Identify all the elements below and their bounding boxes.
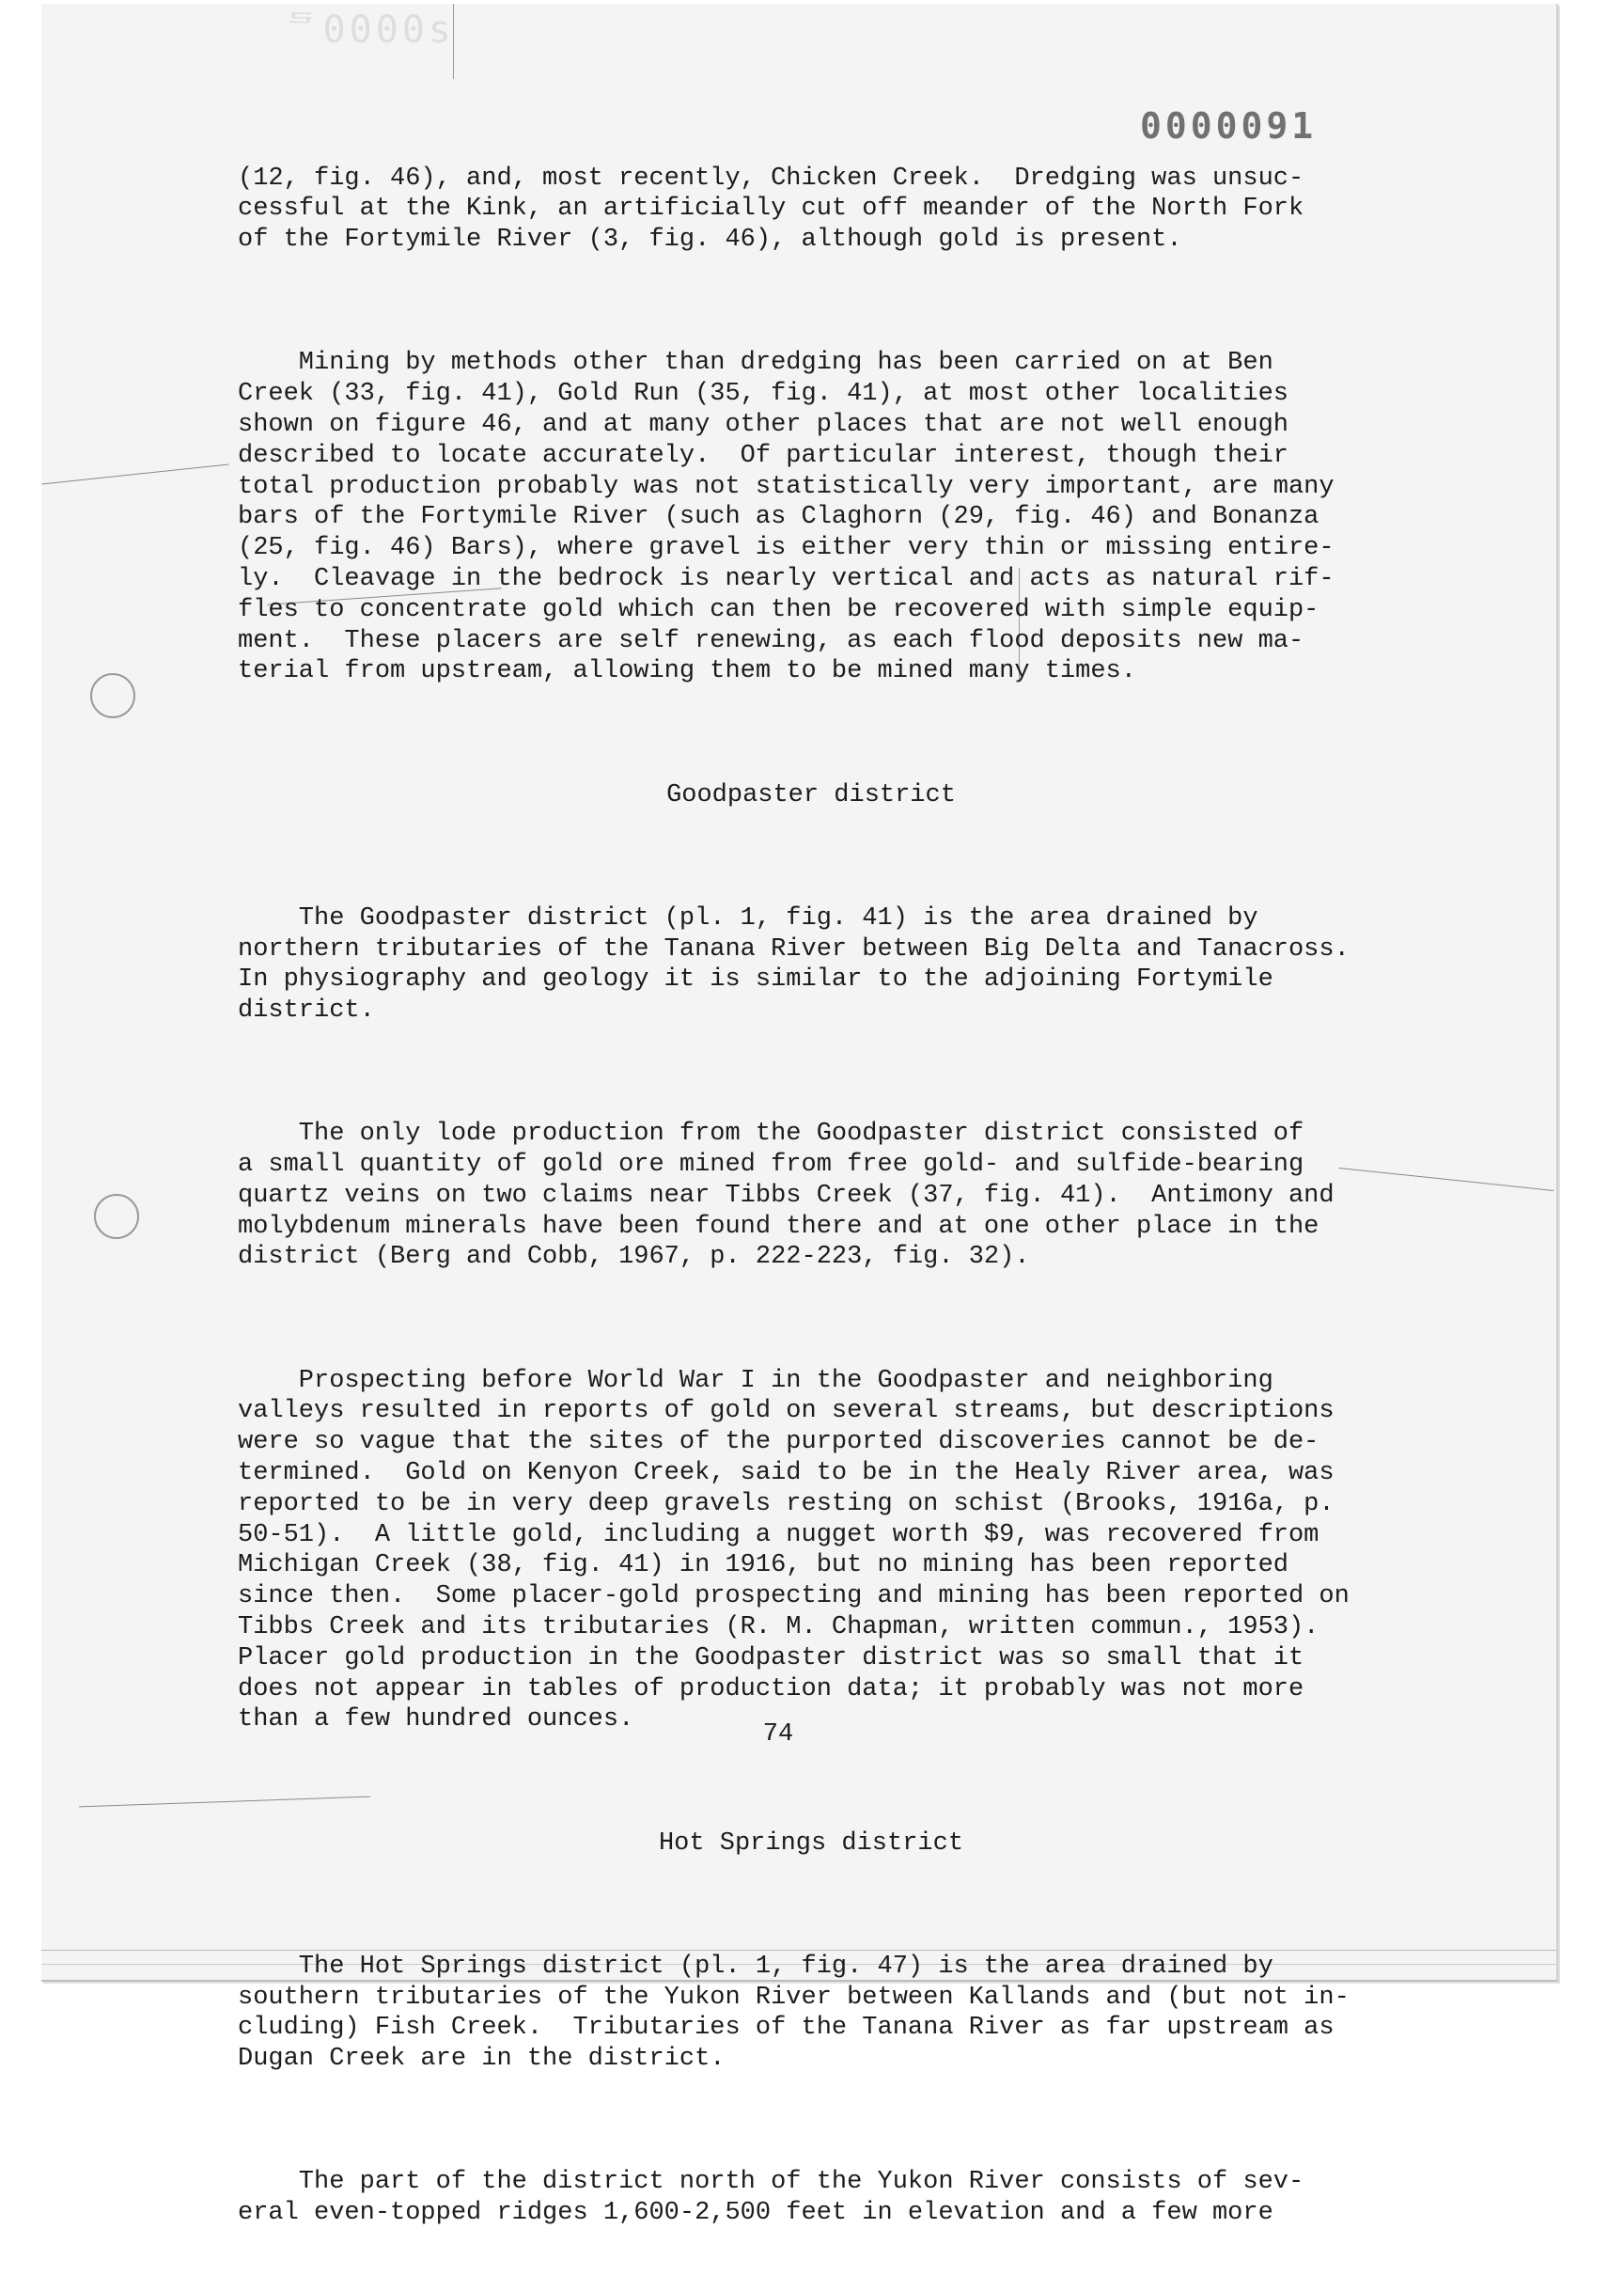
paragraph: The part of the district north of the Yukon River consists of sev- eral even-topped ridges 1,600-2,500 feet in elevation and a few more <box>238 2168 1304 2228</box>
page-number: 74 <box>762 1720 794 1749</box>
section-heading: Goodpaster district <box>666 780 956 809</box>
paragraph: The Hot Springs district (pl. 1, fig. 47) is the area drained by southern tributaries of the Yukon River between Kallands and (but not in- cluding) Fish Creek. Tributaries of the Tanana River as far upstream as Dugan Creek are in the district. <box>238 1952 1350 2074</box>
paragraph: (12, fig. 46), and, most recently, Chicken Creek. Dredging was unsuc- cessful at the Kink, an artificially cut off meander of the North Fork of the Fortymile River (3, fig. 46), although gold is present. <box>238 164 1304 255</box>
bleed-through-mark: ƨ0000ᄅ <box>278 8 451 52</box>
scan-artifact-line <box>453 4 454 79</box>
punch-hole <box>90 673 135 718</box>
document-body <box>238 102 1384 2291</box>
scan-artifact-line <box>41 464 228 485</box>
paragraph: Mining by methods other than dredging has been carried on at Ben Creek (33, fig. 41), Gold Run (35, fig. 41), at most other localities shown on figure 46, and at many other places that are not well enough described to locate accurately. Of particular interest, though their total production probably was not statistically very important, are many bars of the Fortymile River (such as Claghorn (29, fig. 46) and Bonanza (25, fig. 46) Bars), where gravel is either very thin or missing entire- ly. Cleavage in the bedrock is nearly vertical and acts as natural rif- fles to concentrate gold which can then be recovered with simple equip- ment. These placers are self renewing, as each flood deposits new ma- terial from upstream, allowing them to be mined many times. <box>238 349 1335 686</box>
paragraph: Prospecting before World War I in the Goodpaster and neighboring valleys resulted in reports of gold on several streams, but descriptions were so vague that the sites of the purported discoveries cannot be de- termined. Gold on Kenyon Creek, said to be in the Healy River area, was reported to be in very deep gravels resting on schist (Brooks, 1916a, p. 50-51). A little gold, including a nugget worth $9, was recovered from Michigan Creek (38, fig. 41) in 1916, but no mining has been reported since then. Some placer-gold prospecting and mining has been reported on Tibbs Creek and its tributaries (R. M. Chapman, written commun., 1953). Placer gold production in the Goodpaster district was so small that it does not appear in tables of production data; it probably was not more than a few hundred ounces. <box>238 1366 1350 1734</box>
punch-hole <box>94 1194 139 1239</box>
paragraph: The Goodpaster district (pl. 1, fig. 41) is the area drained by northern tributaries of the Tanana River between Big Delta and Tanacross. In physiography and geology it is similar to the adjoining Fortymile district. <box>238 903 1350 1026</box>
paragraph: The only lode production from the Goodpaster district consisted of a small quantity of gold ore mined from free gold- and sulfide-bearing quartz veins on two claims near Tibbs Creek (37, fig. 41). Antimony and molybdenum minerals have been found there and at one other place in the district (Berg and Cobb, 1967, p. 222-223, fig. 32). <box>238 1120 1335 1272</box>
section-heading: Hot Springs district <box>658 1828 964 1858</box>
document-stamp: 0000091 <box>1140 105 1318 147</box>
